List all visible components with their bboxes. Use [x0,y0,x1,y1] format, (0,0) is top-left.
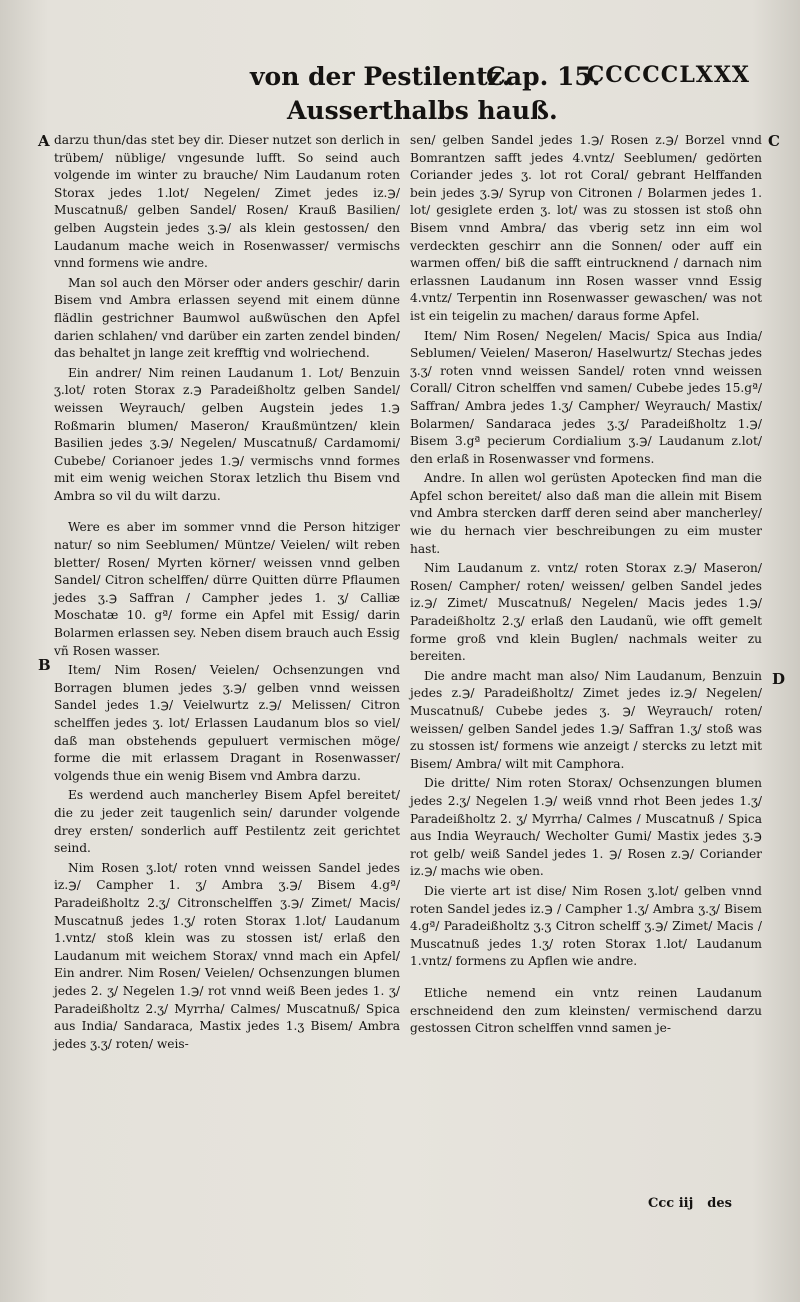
paragraph: Die vierte art ist dise/ Nim Rosen ʒ.lot/ gelben vnnd roten Sandel jedes iz.℈ / Campher 1.ʒ/ Ambra ʒ.ʒ/ Bisem 4.gª/ Paradeißholtz ʒ.ʒ Citron schelff ʒ.℈/ Zimet/ Macis / Muscatnuß jedes 1.ʒ/ roten Storax 1.lot/ Laudanum 1.vntz/ formens zu Apflen wie andre. [410,883,762,969]
running-header [250,58,770,98]
paragraph: Die andre macht man also/ Nim Laudanum, Benzuin jedes z.℈/ Paradeißholtz/ Zimet jedes iz.℈/ Negelen/ Muscatnuß/ Cubebe jedes ʒ. ℈/ Weyrauch/ roten/ weissen/ gelben Sandel jedes 1.℈/ Saffran 1.ʒ/ stoß was zu stossen ist/ formens wie anzeigt / stercks zu letzt mit Bisem/ Ambra/ wilt mit Camphora. [410,668,762,771]
paragraph: Die dritte/ Nim roten Storax/ Ochsenzungen blumen jedes 2.ʒ/ Negelen 1.℈/ weiß vnnd rhot Been jedes 1.ʒ/ Paradeißholtz 2. ʒ/ Myrrha/ Calmes / Muscatnuß / Spica aus India Weyrauch/ Wecholter Gumi/ Mastix jedes ʒ.℈ rot gelb/ weiß Sandel jedes 1. ℈/ Rosen z.℈/ Coriander iz.℈/ machs wie oben. [410,776,762,879]
catchword-line [648,1196,732,1211]
paragraph: Nim Rosen ʒ.lot/ roten vnnd weissen Sandel jedes iz.℈/ Campher 1. ʒ/ Ambra ʒ.℈/ Bisem 4.gª/ Paradeißholtz 2.ʒ/ Citronschelffen ʒ.℈/ Zimet/ Macis/ Muscatnuß jedes 1.ʒ/ roten Storax 1.lot/ Laudanum 1.vntz/ stoß klein was zu stossen ist/ erlaß den Laudanum mit weichem Storax/ vnnd mach ein Apfel/ Ein andrer. Nim Rosen/ Veielen/ Ochsenzungen blumen jedes 2. ʒ/ Negelen 1.℈/ rot vnnd weiß Been jedes 1. ʒ/ Paradeißholtz 2.ʒ/ Myrrha/ Calmes/ Muscatnuß/ Spica aus India/ Sandaraca, Mastix jedes 1.ʒ Bisem/ Ambra jedes ʒ.ʒ/ roten/ weis- [54,860,400,1051]
paragraph: Nim Laudanum z. vntz/ roten Storax z.℈/ Maseron/ Rosen/ Campher/ roten/ weissen/ gelben Sandel jedes iz.℈/ Zimet/ Muscatnuß/ Negelen/ Macis jedes 1.℈/ Paradeißholtz 2.ʒ/ erlaß den Laudanũ, wie offt gemelt forme groß vnd klein Buglen/ nachmals weiter zu bereiten. [410,561,762,664]
running-title: von der Pestilentz. [250,62,511,91]
paragraph: Es werdend auch mancherley Bisem Apfel bereitet/ die zu jeder zeit taugenlich sein/ darunder volgende drey ersten/ sonderlich auff Pestilentz zeit gerichtet seind. [54,788,400,856]
paragraph: Were es aber im sommer vnnd die Person hitziger natur/ so nim Seeblumen/ Müntze/ Veielen/ wilt reben bletter/ Rosen/ Myrten körner/ weissen vnnd gelben Sandel/ Citron schelffen/ dürre Quitten dürre Pflaumen jedes ʒ.℈ Saffran / Campher jedes 1. ʒ/ Calliæ Moschatæ 10. gª/ forme ein Apfel mit Essig/ darin Bolarmen erlassen sey. Neben disem brauch auch Essig vñ Rosen wasser. [54,520,400,658]
catchword: des [707,1196,732,1211]
paragraph: sen/ gelben Sandel jedes 1.℈/ Rosen z.℈/ Borzel vnnd Bomrantzen safft jedes 4.vntz/ Seeblumen/ gedörten Coriander jedes ʒ. lot rot Coral/ gebrant Helffanden bein jedes ʒ.℈/ Syrup von Citronen / Bolarmen jedes 1. lot/ gesiglete erden ʒ. lot/ was zu stossen ist stoß ohn Bisem vnnd Ambra/ das vberig setz inn eim wol verdeckten geschirr ann die Sonnen/ oder auff ein warmen offen/ biß die safft eintrucknend / darnach nim erlassnen Laudanum inn Rosen wasser vnnd Essig 4.vntz/ Terpentin inn Rosenwasser gewaschen/ was not ist ein teigelin zu machen/ daraus forme Apfel. [410,133,762,323]
signature-mark: Ccc iij [648,1196,694,1211]
chapter-number: Cap. 15. [486,62,601,91]
paragraph: Ein andrer/ Nim reinen Laudanum 1. Lot/ Benzuin ʒ.lot/ roten Storax z.℈ Paradeißholtz gelben Sandel/ weissen Weyrauch/ gelben Augstein jedes 1.℈ Roßmarin blumen/ Maseron/ Kraußmüntzen/ klein Basilien jedes ʒ.℈/ Negelen/ Muscatnuß/ Cardamomi/ Cubebe/ Corianoer jedes 1.℈/ vermischs vnnd formes mit eim wenig weichen Storax letzlich thu Bisem vnd Ambra so vil du wilt darzu. [54,365,400,503]
paragraph: Man sol auch den Mörser oder anders geschir/ darin Bisem vnd Ambra erlassen seyend mit einem dünne flädlin gestrichner Baumwol außwüschen den Apfel darien schlahen/ vnd darüber ein zarten zendel binden/ das behaltet jn lange zeit krefftig vnd wolriechend. [54,275,400,361]
left-column [54,132,400,1053]
margin-letter-c: C [768,132,780,150]
paragraph: Item/ Nim Rosen/ Negelen/ Macis/ Spica aus India/ Seblumen/ Veielen/ Maseron/ Haselwurtz/ Stechas jedes ʒ.ʒ/ roten vnnd weissen Sandel/ roten vnnd weissen Corall/ Citron schelffen vnd samen/ Cubebe jedes 15.gª/ Saffran/ Ambra jedes 1.ʒ/ Campher/ Weyrauch/ Mastix/ Bolarmen/ Sandaraca jedes ʒ.ʒ/ Paradeißholtz 1.℈/ Bisem 3.gª pecierum Cordialium ʒ.℈/ Laudanum z.lot/ den erlaß in Rosenwasser vnd formens. [410,328,762,466]
folio-number: CCCCCLXXX [586,62,750,88]
section-heading: Ausserthalbs hauß. [287,96,558,125]
margin-letter-a: A [38,132,50,150]
paragraph: Item/ Nim Rosen/ Veielen/ Ochsenzungen vnd Borragen blumen jedes ʒ.℈/ gelben vnnd weissen Sandel jedes 1.℈/ Veielwurtz z.℈/ Melissen/ Citron schelffen jedes ʒ. lot/ Erlassen Laudanum blos so viel/ daß man obstehends gepuluert vermischen möge/ forme die mit erlassem Dragant in Rosenwasser/ volgends thue ein wenig Bisem vnd Ambra darzu. [54,663,400,783]
right-column [410,132,762,1038]
margin-letter-b: B [38,656,51,674]
margin-letter-d: D [772,670,786,688]
paragraph: Etliche nemend ein vntz reinen Laudanum erschneidend den zum kleinsten/ vermischend darzu gestossen Citron schelffen vnnd samen je- [410,985,762,1036]
paragraph: darzu thun/das stet bey dir. Dieser nutzet son derlich in trübem/ nüblige/ vngesunde lufft. So seind auch volgende im winter zu brauche/ Nim Laudanum roten Storax jedes 1.lot/ Negelen/ Zimet jedes iz.℈/ Muscatnuß/ gelben Sandel/ Rosen/ Krauß Basilien/ gelben Augstein jedes ʒ.℈/ als klein gestossen/ den Laudanum mache weich in Rosenwasser/ vermischs vnnd formens wie andre. [54,133,400,271]
paragraph: Andre. In allen wol gerüsten Apotecken find man die Apfel schon bereitet/ also daß man die allein mit Bisem vnd Ambra stercken darff deren seind aber mancherley/ wie du hernach vier beschreibungen zu eim muster hast. [410,471,762,556]
